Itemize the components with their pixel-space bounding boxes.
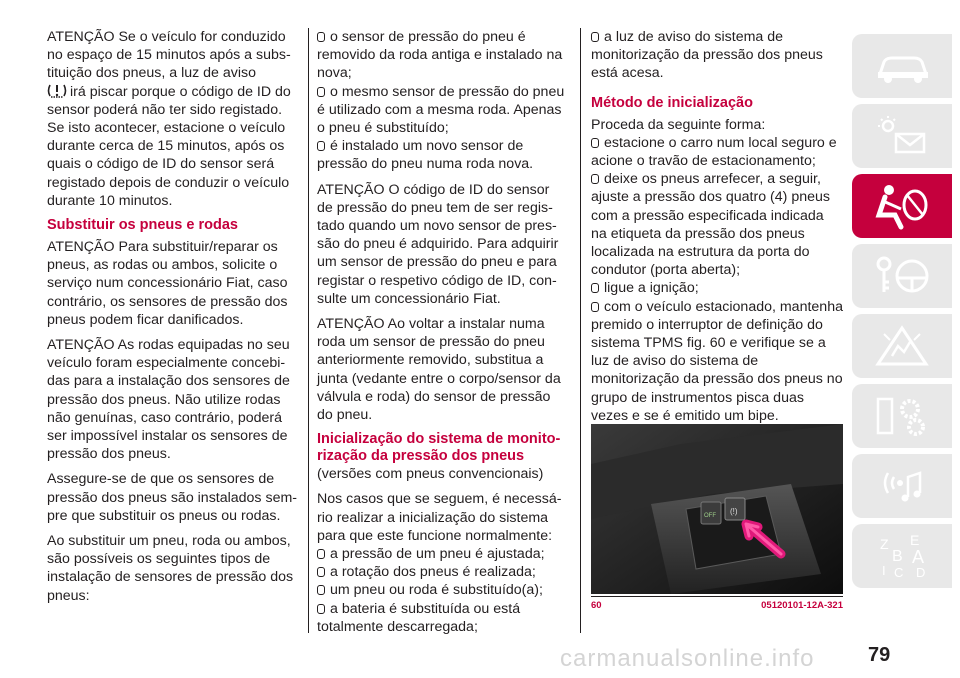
svg-text:I: I (882, 563, 886, 578)
bullet-icon (591, 302, 599, 312)
svg-text:D: D (916, 565, 926, 580)
bullet-icon (317, 549, 325, 559)
list-item-text: a luz de aviso do sistema de monitorização da pressão dos pneus está acesa. (591, 29, 823, 82)
tpms-switch-symbol: (!) (730, 507, 738, 516)
svg-text:Z: Z (880, 536, 889, 552)
list-item-text: é instalado um novo sensor de pressão do pneu numa roda nova. (317, 138, 534, 173)
paragraph: ATENÇÃO As rodas equipadas no seu veículo foram especialmente concebi-das para a instalação dos sensores de pressão dos pneus. Não utilize rodas não genuínas, caso contrário, poderá ser impossível instalar os sensores de pressão dos pneus. (47, 337, 290, 463)
watermark: carmanualsonline.info (560, 645, 815, 672)
tab-maintenance[interactable] (852, 384, 952, 448)
bullet-icon (317, 585, 325, 595)
bullet-icon (317, 32, 325, 42)
bullet-icon (591, 138, 599, 148)
figure-code: 05120101-12A-321 (761, 600, 843, 611)
list-item (317, 581, 569, 599)
bullet-icon (591, 32, 599, 42)
paragraph: ATENÇÃO O código de ID do sensor de pressão do pneu tem de ser regis-tado quando um novo sensor de pres-são do pneu é adquirido. Para adquirir um sensor de pressão do pneu e para registar o respetivo código de ID, con-sulte um concessionário Fiat. (317, 181, 559, 307)
text: ATENÇÃO Se o veículo for conduzido no espaço de 15 minutos após a subs-tituição dos pneus, a luz de aviso (47, 29, 291, 82)
list-item (317, 600, 569, 636)
column-divider (580, 28, 581, 633)
dashboard-photo (591, 424, 843, 594)
index-abc-icon (870, 531, 934, 581)
hazard-triangle-icon (872, 324, 932, 368)
list-item (317, 137, 569, 173)
text: irá piscar porque o código de ID do sensor poderá não ter sido registado. Se isto acontecer, estacione o veículo durante cerca de 15 minutos, após os quais o código de ID do sensor será registado depois de conduzir o veículo durante 10 minutos. (47, 83, 291, 209)
list-item-text: o mesmo sensor de pressão do pneu é utilizado com a mesma roda. Apenas o pneu é substituído; (317, 83, 565, 137)
list-item-text: o sensor de pressão do pneu é removido da roda antiga e instalado na nova; (317, 29, 563, 82)
list-item-text: a pressão de um pneu é ajustada; (330, 546, 545, 563)
svg-text:A: A (912, 547, 925, 567)
section-heading: Método de inicialização (591, 94, 753, 111)
list-item (591, 134, 843, 170)
list-item-text: um pneu ou roda é substituído(a); (330, 582, 543, 599)
bullet-icon (317, 87, 325, 97)
paragraph: Proceda da seguinte forma: (591, 116, 766, 133)
paragraph: Assegure-se de que os sensores de pressão dos pneus são instalados sem-pre que substituir os pneus ou rodas. (47, 471, 297, 524)
tab-safety[interactable] (852, 174, 952, 238)
page-number: 79 (868, 644, 891, 666)
list-item (317, 83, 569, 138)
column-2 (317, 28, 569, 636)
tab-emergency[interactable] (852, 314, 952, 378)
paragraph (47, 28, 297, 210)
subheading: (versões com pneus convencionais) (317, 466, 544, 483)
tab-index[interactable] (852, 524, 952, 588)
airbag-seat-icon (867, 181, 937, 231)
bullet-icon (317, 567, 325, 577)
multimedia-icon (872, 463, 932, 509)
bullet-icon (591, 283, 599, 293)
list-item (591, 170, 843, 279)
tab-starting-driving[interactable] (852, 244, 952, 308)
bullet-icon (591, 174, 599, 184)
list-item-text: deixe os pneus arrefecer, a seguir, ajuste a pressão dos quatro (4) pneus com a pressão especificada indicada na etiqueta da pressão dos pneus localizada na estrutura da porta do condutor (porta aberta); (591, 171, 830, 279)
list-item-text: estacione o carro num local seguro e acione o travão de estacionamento; (591, 134, 837, 170)
paragraph: ATENÇÃO Ao voltar a instalar numa roda um sensor de pressão do pneu anteriormente removido, substitua a junta (vedante entre o corpo/sensor da válvula e roda) do sensor de pressão do pneu. (317, 316, 561, 424)
column-3 (591, 28, 843, 425)
column-divider (308, 28, 309, 633)
paragraph: ATENÇÃO Para substituir/reparar os pneus, as rodas ou ambos, solicite o serviço num concessionário Fiat, caso contrário, os sensores de pressão dos pneus podem ficar danificados. (47, 239, 288, 328)
svg-text:C: C (894, 565, 904, 580)
list-item (317, 563, 569, 581)
tab-vehicle[interactable] (852, 34, 952, 98)
caption-rule (591, 596, 843, 597)
tab-warning-lights[interactable] (852, 104, 952, 168)
list-item (591, 279, 843, 297)
bullet-icon (317, 604, 325, 614)
list-item-text: a bateria é substituída ou está totalmente descarregada; (317, 600, 521, 635)
list-item (317, 28, 569, 83)
tire-pressure-warning-icon (47, 83, 67, 99)
car-icon (872, 46, 932, 86)
warning-lights-icon (872, 114, 932, 158)
list-item (591, 28, 843, 83)
gears-icon (872, 393, 932, 439)
section-heading: Inicialização do sistema de monito-rização da pressão dos pneus (317, 431, 561, 465)
bullet-icon (317, 141, 325, 151)
paragraph: Ao substituir um pneu, roda ou ambos, são possíveis os seguintes tipos de instalação de sensores de pressão dos pneus: (47, 533, 294, 604)
list-item (317, 545, 569, 563)
key-steering-icon (870, 254, 934, 298)
svg-text:E: E (910, 532, 920, 548)
tab-multimedia[interactable] (852, 454, 952, 518)
section-heading: Substituir os pneus e rodas (47, 217, 238, 234)
svg-text:B: B (892, 548, 903, 565)
list-item-text: com o veículo estacionado, mantenha premido o interruptor de definição do sistema TPMS fig. 60 e verifique se a luz de aviso do sistema de monitorização da pressão dos pneus no grupo de instrumentos pisca duas vezes e se é emitido um bipe. (591, 298, 843, 424)
list-item (591, 298, 843, 425)
figure-tpms-switch (591, 424, 843, 594)
figure-number: 60 (591, 600, 602, 611)
list-item-text: a rotação dos pneus é realizada; (330, 564, 536, 581)
column-1 (47, 28, 297, 612)
paragraph: Nos casos que se seguem, é necessá-rio realizar a inicialização do sistema para que este funcione normalmente: (317, 491, 562, 544)
button-off-label: OFF (704, 513, 716, 519)
list-item-text: ligue a ignição; (604, 280, 699, 297)
